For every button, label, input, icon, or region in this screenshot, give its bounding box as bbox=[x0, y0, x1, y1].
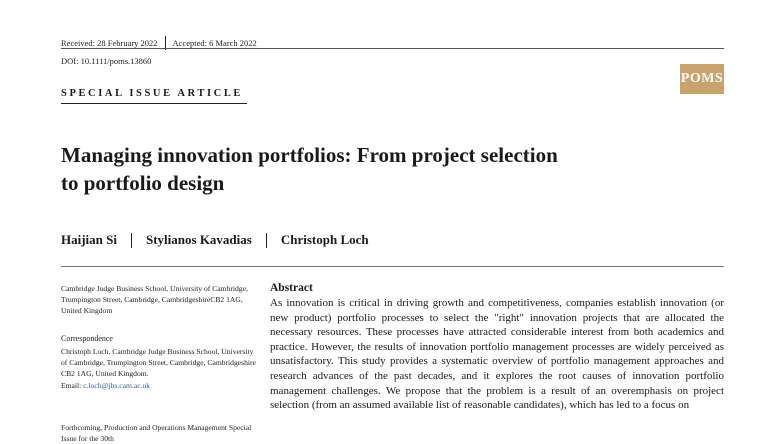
article-type-underline bbox=[61, 103, 247, 104]
accepted-date: Accepted: 6 March 2022 bbox=[172, 38, 257, 48]
correspondence-heading: Correspondence bbox=[61, 334, 113, 343]
author-divider bbox=[266, 233, 267, 248]
title-line-1: Managing innovation portfolios: From project selection bbox=[61, 143, 558, 167]
author-divider bbox=[131, 233, 132, 248]
received-date: Received: 28 February 2022 bbox=[61, 38, 158, 48]
correspondence-block bbox=[61, 346, 261, 391]
section-rule bbox=[61, 266, 724, 267]
author-list bbox=[61, 232, 369, 248]
abstract-heading: Abstract bbox=[270, 282, 313, 294]
correspondence-text: Christoph Loch, Cambridge Judge Business School, University of Cambridge, Trumpington Street, Cambridge, Cambridgeshire CB2 1AG, United Kingdom. bbox=[61, 347, 256, 379]
page-title bbox=[61, 141, 661, 197]
author-name[interactable]: Stylianos Kavadias bbox=[146, 232, 252, 247]
email-label: Email: bbox=[61, 380, 84, 390]
author-name[interactable]: Haijian Si bbox=[61, 232, 117, 247]
header-rule bbox=[61, 48, 724, 49]
author-name[interactable]: Christoph Loch bbox=[280, 232, 369, 247]
article-type: SPECIAL ISSUE ARTICLE bbox=[61, 88, 244, 99]
doi[interactable]: DOI: 10.1111/poms.13860 bbox=[61, 56, 152, 66]
abstract-text: As innovation is critical in driving growth and competitiveness, companies establish innovation (or new product) portfolio processes to select the "right" innovation projects that are allocated the necessary resources. These processes have attracted considerable interest from both academics and practice. However, the results of innovation portfolio management processes are widely perceived as unsatisfactory. This study provides a systematic overview of portfolio management approaches and research advances of the past decades, and it explores the root causes of innovation portfolio management challenges. We propose that the problem is a result of an overemphasis on project selection (from an assumed available list of reasonable candidates), which has led to a focus on bbox=[270, 297, 724, 412]
affiliation: Cambridge Judge Business School, University of Cambridge, Trumpington Street, Cambridge, CambridgeshireCB2 1AG, United Kingdom bbox=[61, 284, 248, 316]
journal-logo: POMS bbox=[680, 64, 724, 94]
forthcoming-note: Forthcoming, Production and Operations Management Special Issue for the 30th bbox=[61, 423, 252, 444]
email-link[interactable]: c.loch@jbs.cam.ac.uk bbox=[83, 380, 151, 390]
title-line-2: to portfolio design bbox=[61, 171, 225, 195]
